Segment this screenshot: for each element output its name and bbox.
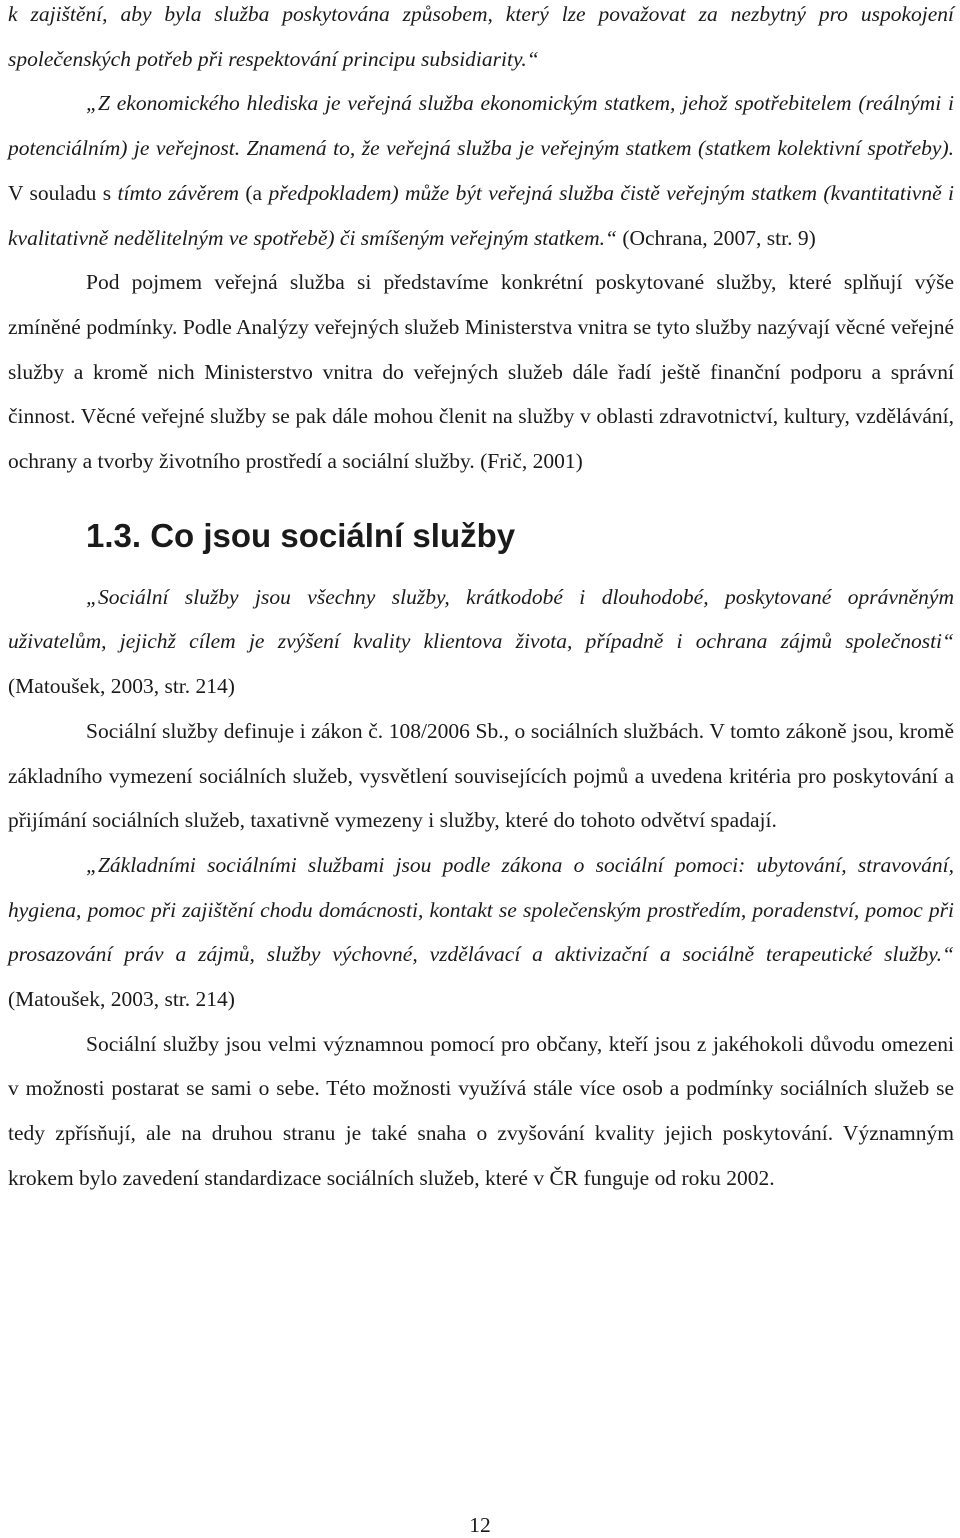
text-run: „Z ekonomického hlediska je veřejná služba ekonomickým statkem, jehož spotřebitelem (reálnými i potenciálním) je veřejnost. Znamená to, že veřejná služba je veřejným statkem (statkem kolektivní spotřeby). — [8, 91, 954, 161]
text-run: „Základními sociálními službami jsou podle zákona o sociální pomoci: ubytování, stravování, hygiena, pomoc při zajištění chodu domácnosti, kontakt se společenským prostředím, poradenství, pomoc při prosazování práv a zájmů, služby výchovné, vzdělávací a aktivizační a sociálně terapeutické služby.“ — [8, 852, 954, 967]
text-run: (Matoušek, 2003, str. 214) — [8, 987, 235, 1012]
paragraph-importance — [8, 1022, 954, 1201]
text-run: „Sociální služby jsou všechny služby, krátkodobé i dlouhodobé, poskytované oprávněným uživatelům, jejichž cílem je zvýšení kvality klientova života, případně i — [8, 584, 954, 654]
text-run: Pod pojmem veřejná služba si představíme konkrétní poskytované služby, které splňují výše zmíněné podmínky. Podle Analýzy veřejných služeb Ministerstva vnitra se tyto služby nazývají věcné veřejné služby a kromě nich Ministerstvo vnitra do veřejných služeb dále řadí ještě finanční podporu a správní činnost. Věcné veřejné služby se pak dále mohou členit na služby v oblasti zdravotnictví, kultury, vzdělávání, ochrany a tvorby životního prostředí a sociální služby. (Frič, 2001) — [8, 270, 954, 474]
text-run: (Ochrana, 2007, str. 9) — [616, 225, 816, 250]
paragraph-social-services-quote — [8, 575, 954, 709]
text-run: (Matoušek, 2003, str. 214) — [8, 674, 235, 699]
paragraph-basic-services-quote — [8, 843, 954, 1022]
section-heading: 1.3. Co jsou sociální služby — [86, 516, 516, 554]
paragraph-law-definition — [8, 709, 954, 843]
paragraph-subsidiarity-quote-end — [8, 0, 954, 81]
text-run: V souladu s — [8, 180, 118, 205]
text-run: ochrana zájmů společnosti“ — [695, 629, 954, 654]
paragraph-public-services — [8, 260, 954, 484]
page-number: 12 — [469, 1513, 491, 1537]
text-run: Sociální služby definuje i zákon č. 108/2006 Sb., o sociálních službách. V tomto zákoně jsou, kromě základního vymezení sociálních služeb, vysvětlení souvisejících pojmů a uvedena kritéria pro poskytování a přijímání sociálních služeb, taxativně vymezeny i služby, které do tohoto odvětví spadají. — [8, 718, 954, 833]
text-run: k zajištění, aby byla služba poskytována způsobem, který lze považovat za nezbytný pro uspokojení společenských potřeb při respektování principu subsidiarity.“ — [8, 2, 954, 71]
text-run: tímto závěrem — [117, 180, 246, 205]
paragraph-economic-quote — [8, 81, 954, 260]
text-run: předpokladem) může být veřejná služba čistě veřejným statkem (kvantitativně i kvalitativně nedělitelným ve spotřebě) či smíšeným veřejným statkem.“ — [8, 180, 954, 250]
text-run: Sociální služby jsou velmi významnou pomocí pro občany, kteří jsou z jakéhokoli důvodu omezeni v možnosti postarat se sami o sebe. Této možnosti využívá stále více osob a podmínky sociálních služeb se tedy zpřísňují, ale na druhou stranu je také snaha o zvyšování kvality jejich poskytování. Významným krokem bylo zavedení standardizace sociálních služeb, které v ČR funguje od roku 2002. — [8, 1031, 954, 1190]
text-run: (a — [245, 180, 269, 205]
